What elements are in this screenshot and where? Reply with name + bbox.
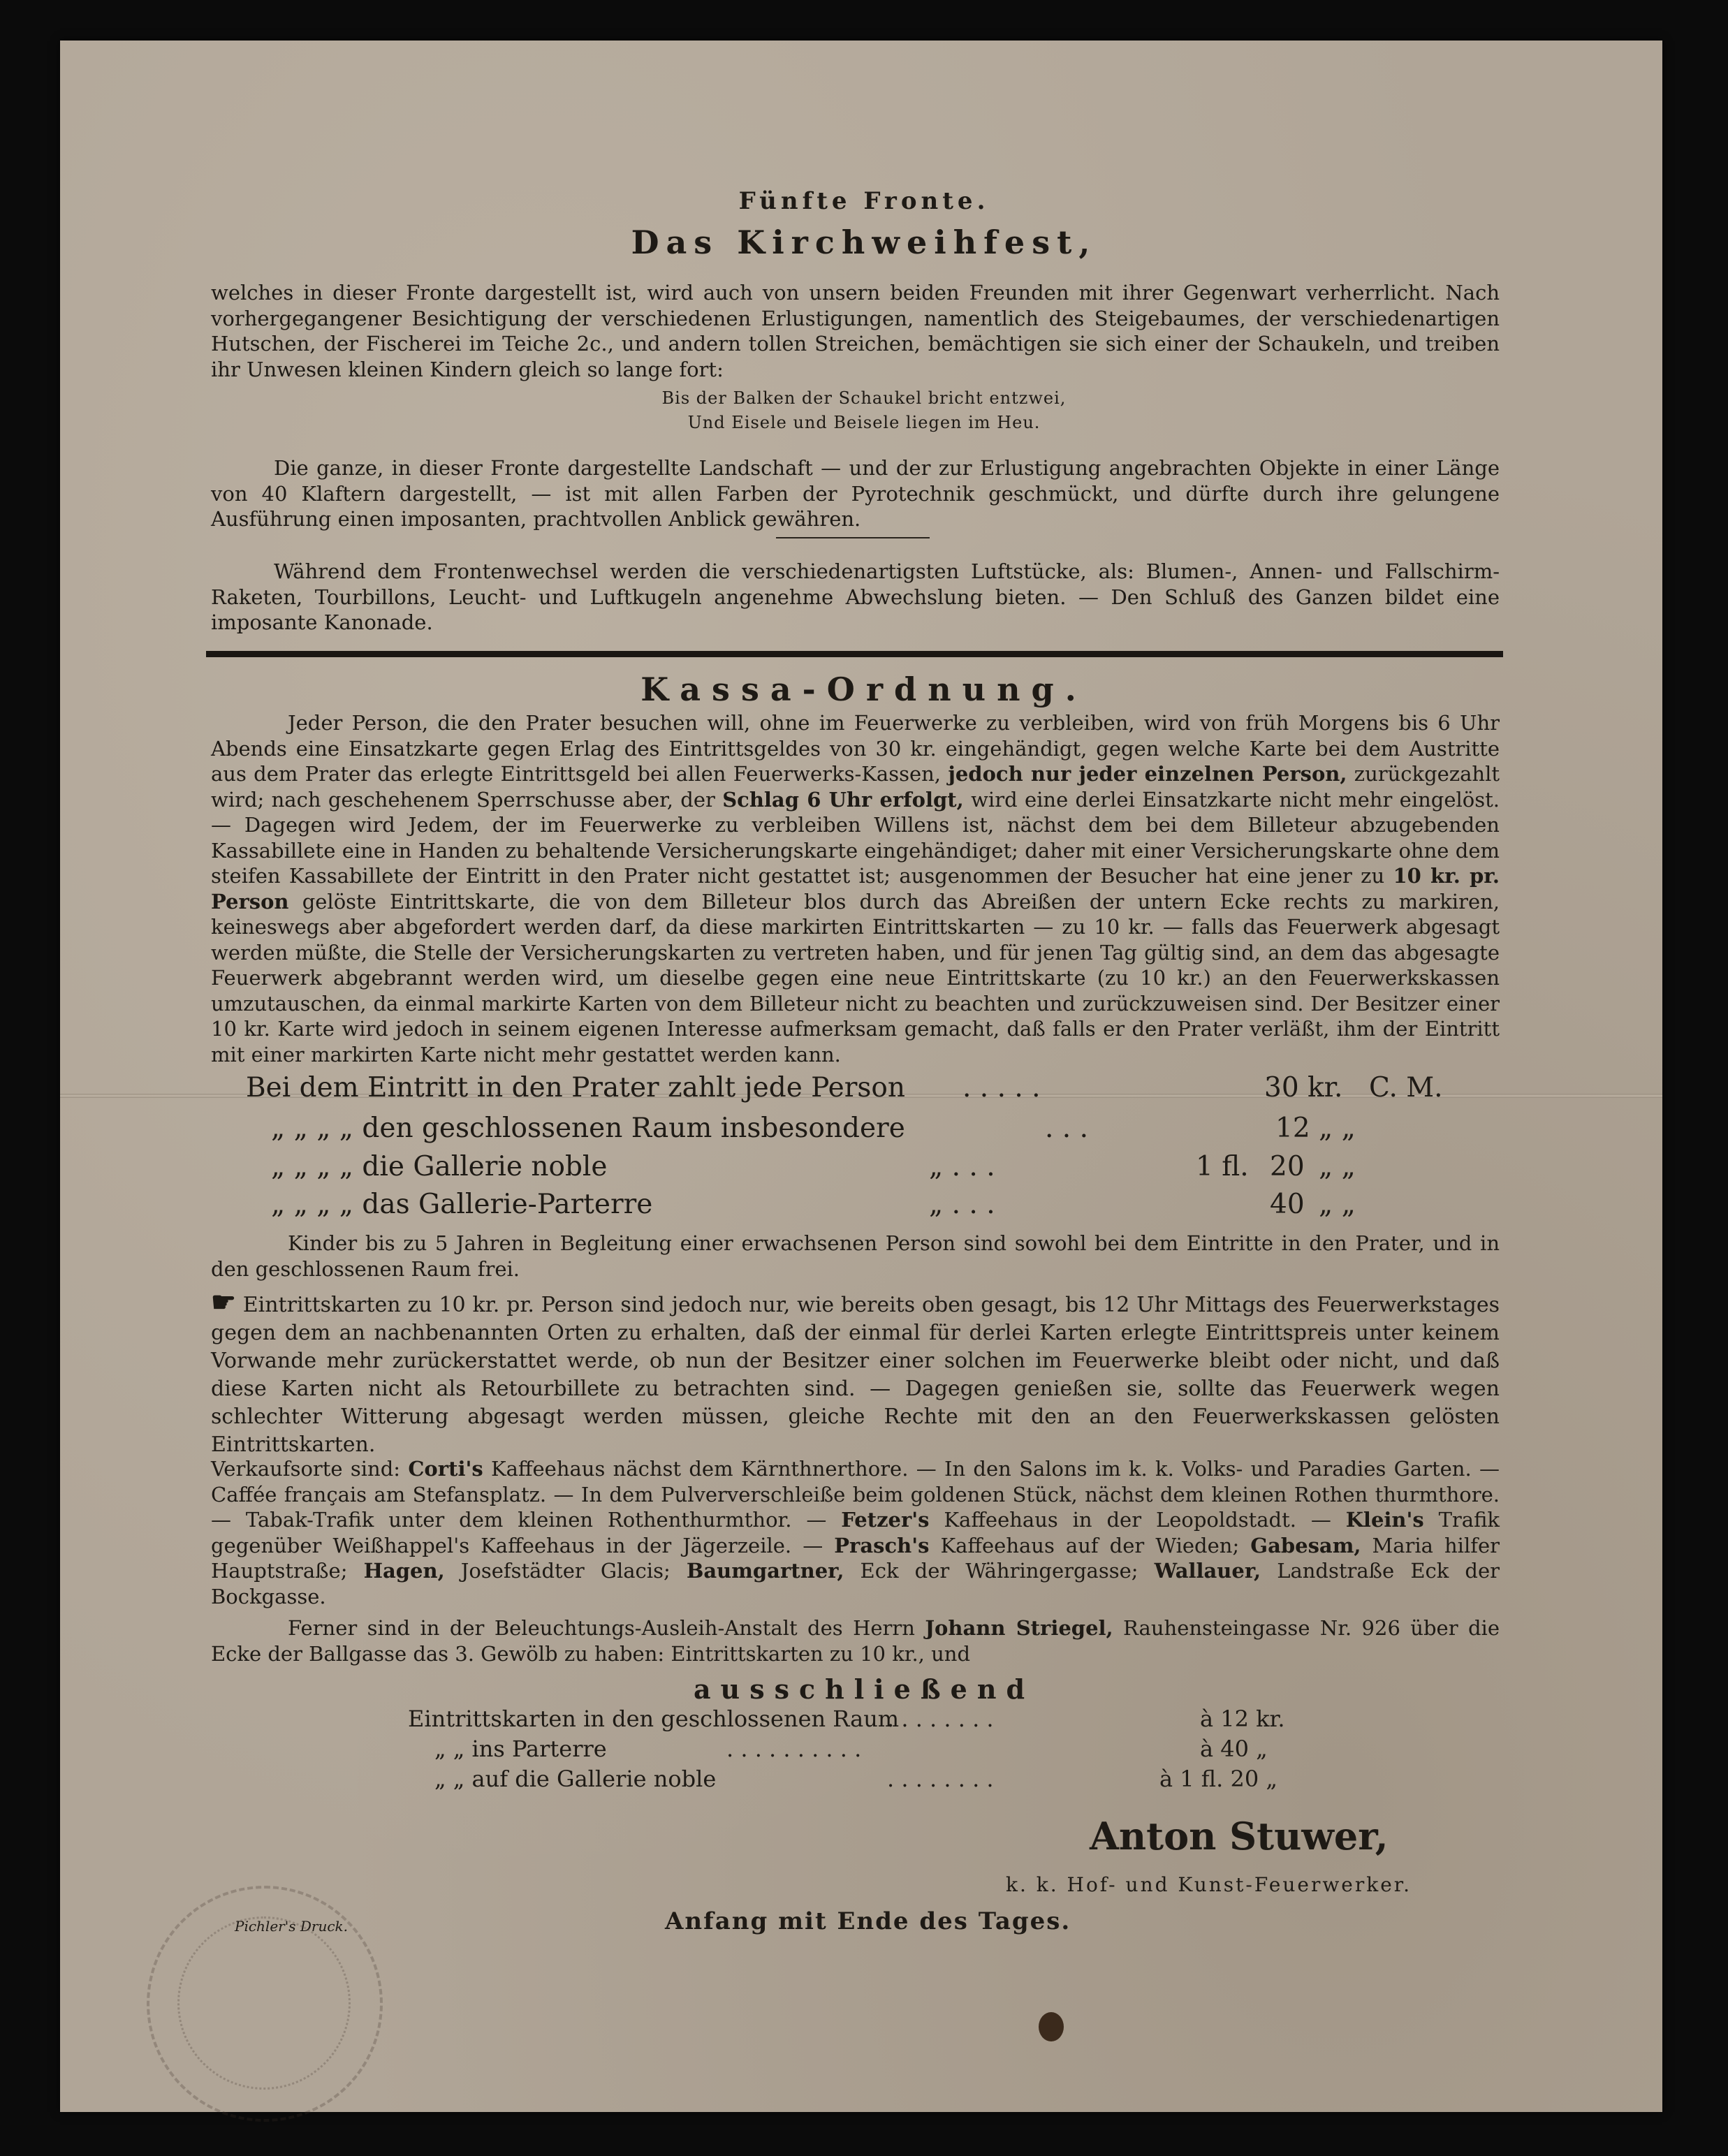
verkauf-name: Klein's bbox=[1345, 1508, 1424, 1532]
ticket-row-price: à 40 „ bbox=[1200, 1736, 1268, 1762]
verkauf-text: Kaffeehaus nächst dem Kärnthnerthore. — In den Salons im k. k. Volks- und Paradies Garten. — Caffée français am Stefansplatz. — In dem Pulververschleiße beim goldenen Stück, nächst dem kleinen Rothen thurmthore. — Tabak-Trafik unter dem kleinen Rothenthurmthor. — bbox=[211, 1457, 1500, 1532]
price-row-kr: 30 kr. bbox=[1264, 1072, 1343, 1103]
price-row-kr: 20 bbox=[1270, 1151, 1305, 1182]
start-time-note: Anfang mit Ende des Tages. bbox=[665, 1907, 1071, 1935]
kassa-emphasis-2: Schlag 6 Uhr erfolgt, bbox=[722, 787, 964, 812]
verkauf-name: Baumgartner, bbox=[686, 1559, 844, 1583]
ticket-row-price: à 1 fl. 20 „ bbox=[1159, 1766, 1277, 1792]
price-row-dots: . . . bbox=[1045, 1113, 1088, 1144]
paper-hole bbox=[1039, 2012, 1064, 2041]
ticket-row-label: „ „ ins Parterre bbox=[434, 1736, 607, 1762]
verkauf-name: Corti's bbox=[408, 1457, 483, 1481]
price-row-unit: C. M. bbox=[1369, 1072, 1443, 1103]
verse-line-1: Bis der Balken der Schaukel bricht entzwei, bbox=[661, 388, 1067, 408]
ferner-text: Ferner sind in der Beleuchtungs-Ausleih-Anstalt des Herrn bbox=[288, 1616, 925, 1640]
paragraph-kassa-ordnung bbox=[211, 710, 1500, 1067]
verkauf-name: Gabesam, bbox=[1250, 1533, 1361, 1557]
price-row-dots: „ . . . bbox=[929, 1151, 995, 1182]
price-row-kr: 12 bbox=[1275, 1113, 1310, 1144]
kassa-emphasis-1: jedoch nur jeder einzelnen Person, bbox=[948, 762, 1347, 786]
short-divider bbox=[776, 537, 930, 538]
section-divider bbox=[206, 651, 1503, 657]
verkauf-text: Kaffeehaus in der Leopoldstadt. — bbox=[929, 1508, 1346, 1532]
kassa-text-4: gelöste Eintrittskarte, die von dem Billeteur blos durch das Abreißen der untern Ecke rechts zu markiren, keineswegs aber abgefordert werden darf, da diese markirten Eintrittskarten — zu 10 kr. — falls das Feuerwerk abgesagt werden müßte, die Stelle der Versicherungskarten zu vertreten haben, und für jenen Tag gültig sind, an dem das abgesagte Feuerwerk abgebrannt werden wird, um dieselbe gegen eine neue Eintrittskarte (zu 10 kr.) an den Feuerwerkskassen umzutauschen, da einmal markirte Karten von dem Billeteur nicht zu beachten und zurückzuweisen sind. Der Besitzer einer 10 kr. Karte wird jedoch in seinem eigenen Interesse aufmerksam gemacht, daß falls er den Prater verläßt, ihm der Eintritt mit einer markirten Karte nicht mehr gestattet werden kann. bbox=[211, 889, 1500, 1066]
price-row-kr: 40 bbox=[1270, 1189, 1305, 1220]
paragraph-kirchweihfest: welches in dieser Fronte dargestellt ist, wird auch von unsern beiden Freunden mit ihrer Gegenwart verherrlicht. Nach vorhergegangener Besichtigung der verschiedenen Erlustigungen, namentlich des Steigebaumes, der verschiedenartigen Hutschen, der Fischerei im Teiche 2c., und andern tollen Streichen, bemächtigen sie sich einer der Schaukeln, und treiben ihr Unwesen kleinen Kindern gleich so lange fort: bbox=[211, 281, 1500, 381]
price-row-label: Bei dem Eintritt in den Prater zahlt jede Person bbox=[246, 1072, 905, 1103]
price-row-unit: „ „ bbox=[1319, 1113, 1356, 1144]
ticket-row-dots: . . . . . . . . . . bbox=[726, 1736, 862, 1762]
paragraph-ferner bbox=[211, 1615, 1500, 1666]
kassa-text-2: zurückgezahlt wird; nach geschehenem Sperrschusse aber, der bbox=[211, 762, 1500, 812]
price-row-label: „ „ „ „ das Gallerie-Parterre bbox=[271, 1189, 653, 1220]
verkauf-name: Wallauer, bbox=[1154, 1559, 1261, 1583]
ticket-row-dots: . . . . . . . . bbox=[887, 1706, 994, 1732]
verkauf-text: Landstraße Eck der Bockgasse. bbox=[211, 1559, 1500, 1608]
paragraph-landschaft: Die ganze, in dieser Fronte dargestellte Landschaft — und der zur Erlustigung angebrachten Objekte in einer Länge von 40 Klaftern dargestellt, — ist mit allen Farben der Pyrotechnik geschmückt, und dürfte durch ihre gelungene Ausführung einen imposanten, prachtvollen Anblick gewähren. bbox=[211, 456, 1500, 531]
printer-credit: Pichler's Druck. bbox=[235, 1918, 349, 1935]
verkauf-text: Trafik gegenüber Weißhappel's Kaffeehaus in der Jägerzeile. — bbox=[211, 1508, 1500, 1557]
paragraph-kinder: Kinder bis zu 5 Jahren in Begleitung einer erwachsenen Person sind sowohl bei dem Eintritte in den Prater, und in den geschlossenen Raum frei. bbox=[211, 1231, 1500, 1281]
ticket-row-dots: . . . . . . . . bbox=[887, 1766, 994, 1792]
heading-fuenfte-fronte: Fünfte Fronte. bbox=[738, 187, 990, 215]
price-row-dots: „ . . . bbox=[929, 1189, 995, 1220]
verkauf-name: Prasch's bbox=[834, 1533, 930, 1557]
pointing-hand-icon: ☛ bbox=[211, 1286, 236, 1319]
kassa-text-1: Jeder Person, die den Prater besuchen will, ohne im Feuerwerke zu verbleiben, wird von früh Morgens bis 6 Uhr Abends eine Einsatzkarte gegen Erlag des Eintrittsgeldes von 30 kr. eingehändigt, gegen welche Karte bei dem Austritte aus dem Prater das erlegte Eintrittsgeld bei allen Feuerwerks-Kassen, bbox=[211, 711, 1500, 786]
verkauf-text: Maria hilfer Hauptstraße; bbox=[211, 1533, 1500, 1583]
verkauf-text: Kaffeehaus auf der Wieden; bbox=[929, 1533, 1251, 1557]
verkauf-name: Hagen, bbox=[363, 1559, 445, 1583]
price-row-label: „ „ „ „ die Gallerie noble bbox=[271, 1151, 608, 1182]
ticket-row-label: „ „ auf die Gallerie noble bbox=[434, 1766, 717, 1792]
price-row-label: „ „ „ „ den geschlossenen Raum insbesondere bbox=[271, 1113, 905, 1144]
price-row-unit: „ „ bbox=[1319, 1189, 1356, 1220]
price-row-dots: . . . . . bbox=[962, 1072, 1041, 1103]
notice-text: Eintrittskarten zu 10 kr. pr. Person sind jedoch nur, wie bereits oben gesagt, bis 12 Uhr Mittags des Feuerwerkstages gegen dem an nachbenannten Orten zu erhalten, daß der einmal für derlei Karten erlegte Eintrittspreis unter keinem Vorwande mehr zurückerstattet werde, ob nun der Besitzer einer solchen im Feuerwerke bleibt oder nicht, und daß diese Karten nicht als Retourbillete zu betrachten sind. — Dagegen genießen sie, sollte das Feuerwerk wegen schlechter Witterung abgesagt werden müssen, gleiche Rechte mit den an den Feuerwerkskassen gelösten Eintrittskarten. bbox=[211, 1293, 1500, 1457]
paragraph-notice bbox=[211, 1286, 1500, 1459]
heading-ausschliessend: ausschließend bbox=[693, 1673, 1035, 1705]
ticket-row-price: à 12 kr. bbox=[1200, 1706, 1285, 1732]
verkauf-name: Fetzer's bbox=[841, 1508, 930, 1532]
ferner-name: Johann Striegel, bbox=[925, 1616, 1113, 1640]
paragraph-verkaufsorte bbox=[211, 1456, 1500, 1609]
verkauf-text: Josefstädter Glacis; bbox=[444, 1559, 687, 1583]
kassa-text-3: wird eine derlei Einsatzkarte nicht mehr eingelöst. — Dagegen wird Jedem, der im Feuerwerke zu verbleiben Willens ist, nächst dem bei dem Billeteur abzugebenden Kassabillete eine in Handen zu behaltende Versicherungskarte eingehändiget; daher mit einer Versicherungskarte ohne dem steifen Kassabillete der Eintritt in den Prater nicht gestattet ist; ausgenommen der Besucher hat eine jener zu bbox=[211, 787, 1500, 888]
ticket-row-label: Eintrittskarten in den geschlossenen Raum bbox=[408, 1706, 900, 1732]
signature-title: k. k. Hof- und Kunst-Feuerwerker. bbox=[1006, 1873, 1412, 1896]
paragraph-frontenwechsel: Während dem Frontenwechsel werden die verschiedenartigsten Luftstücke, als: Blumen-, Annen- und Fallschirm-Raketen, Tourbillons, Leucht- und Luftkugeln angenehme Abwechslung bieten. — Den Schluß des Ganzen bildet eine imposante Kanonade. bbox=[211, 559, 1500, 634]
signature-name: Anton Stuwer, bbox=[1090, 1814, 1389, 1858]
verkauf-text: Verkaufsorte sind: bbox=[211, 1457, 409, 1481]
heading-kirchweihfest: Das Kirchweihfest, bbox=[631, 223, 1097, 261]
kassa-emphasis-3: 10 kr. pr. Person bbox=[211, 864, 1500, 914]
heading-kassa-ordnung: Kassa-Ordnung. bbox=[640, 670, 1088, 708]
verkauf-text: Eck der Währingergasse; bbox=[844, 1559, 1155, 1583]
verse-line-2: Und Eisele und Beisele liegen im Heu. bbox=[687, 413, 1041, 432]
ferner-text: Rauhensteingasse Nr. 926 über die Ecke der Ballgasse das 3. Gewölb zu haben: Eintrittskarten zu 10 kr., und bbox=[211, 1616, 1500, 1666]
price-row-fl: 1 fl. bbox=[1196, 1151, 1249, 1182]
price-row-unit: „ „ bbox=[1319, 1151, 1356, 1182]
